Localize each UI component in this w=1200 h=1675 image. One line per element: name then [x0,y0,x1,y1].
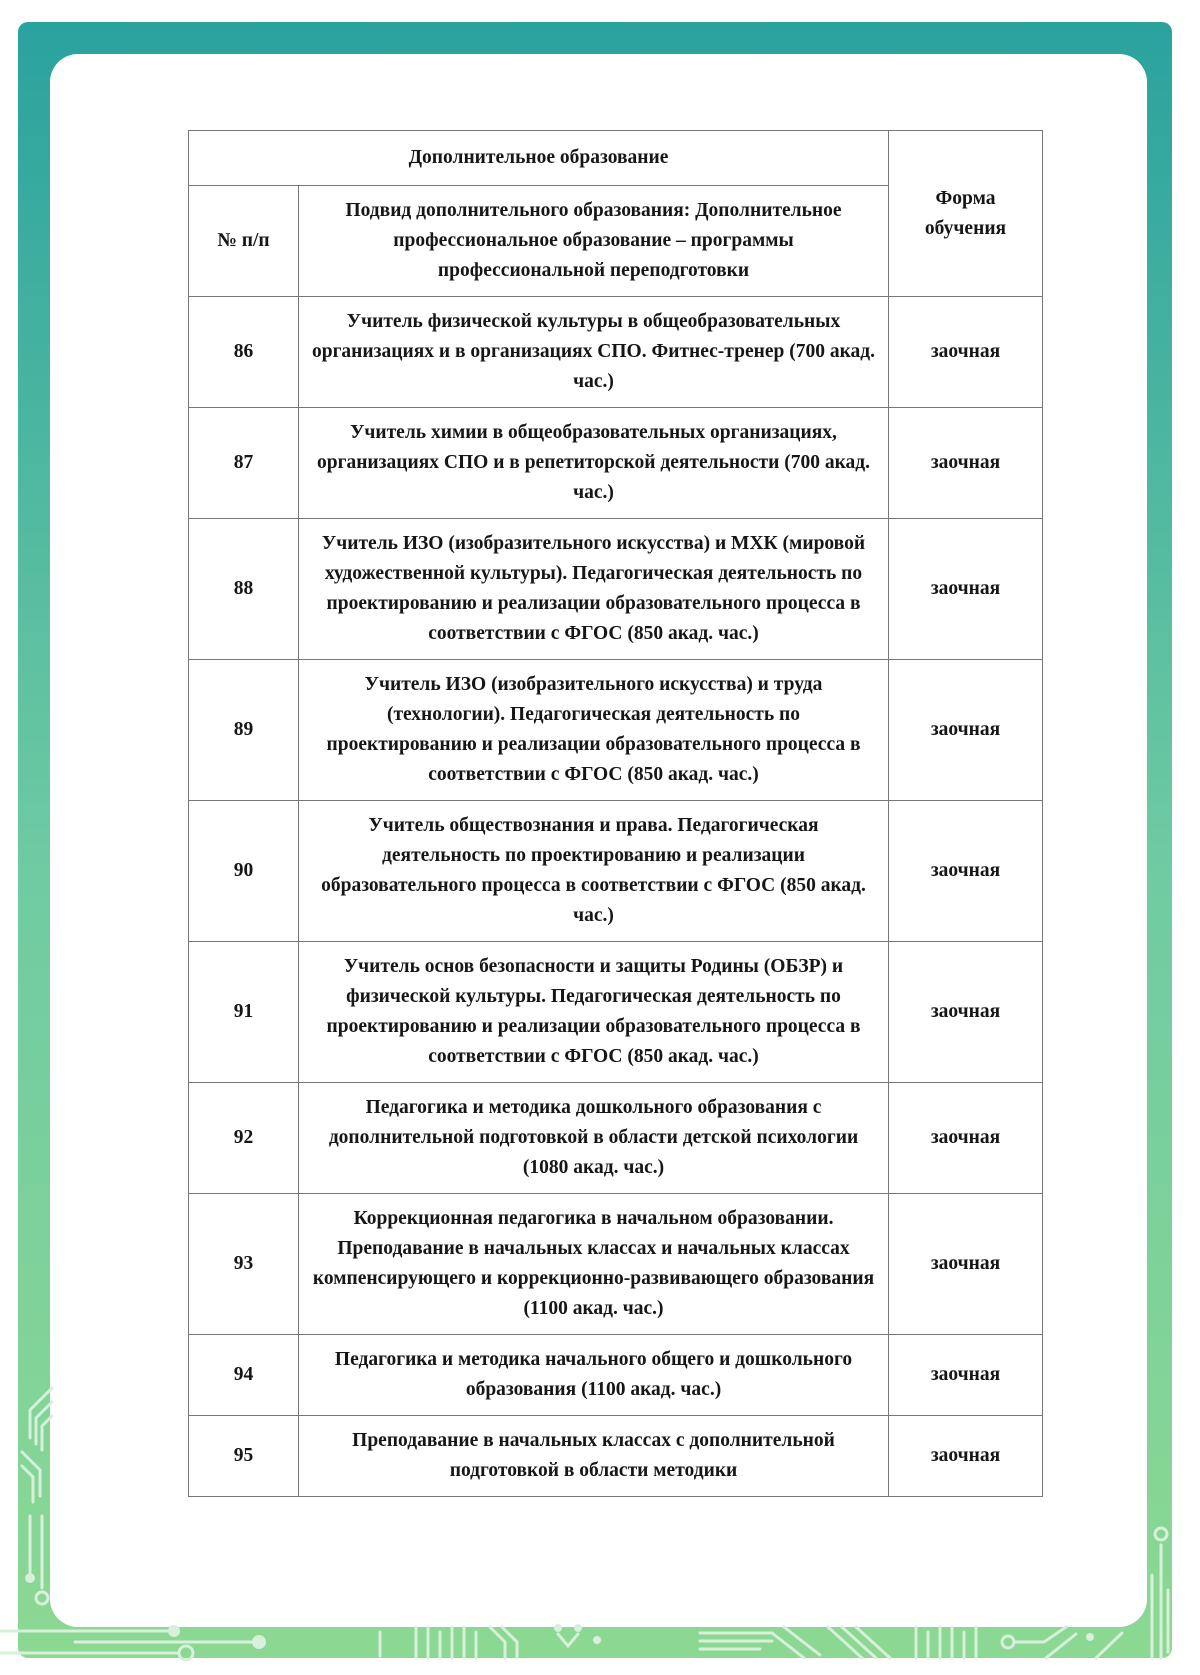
row-number-cell: 94 [189,1335,299,1416]
column-header-program: Подвид дополнительного образования: Дополнительное профессиональное образование – программы профессиональной переподготовки [299,186,889,297]
row-number-cell: 89 [189,660,299,801]
table-row [189,801,1043,942]
row-number-cell: 87 [189,408,299,519]
column-header-number: № п/п [189,186,299,297]
program-name-cell: Педагогика и методика дошкольного образования с дополнительной подготовкой в области детской психологии (1080 акад. час.) [299,1083,889,1194]
study-form-cell: заочная [889,408,1043,519]
row-number-cell: 95 [189,1416,299,1497]
row-number-cell: 90 [189,801,299,942]
row-number-cell: 86 [189,297,299,408]
study-form-cell: заочная [889,1335,1043,1416]
row-number-cell: 92 [189,1083,299,1194]
program-name-cell: Преподавание в начальных классах с дополнительной подготовкой в области методики [299,1416,889,1497]
study-form-cell: заочная [889,942,1043,1083]
table-group-header: Дополнительное образование [189,131,889,186]
program-name-cell: Учитель ИЗО (изобразительного искусства) и труда (технологии). Педагогическая деятельность по проектированию и реализации образовательного процесса в соответствии с ФГОС (850 акад. час.) [299,660,889,801]
table-row [189,1194,1043,1335]
table-row [189,660,1043,801]
table-row [189,519,1043,660]
study-form-cell: заочная [889,297,1043,408]
study-form-cell: заочная [889,801,1043,942]
program-name-cell: Учитель ИЗО (изобразительного искусства) и МХК (мировой художественной культуры). Педагогическая деятельность по проектированию и реализации образовательного процесса в соответствии с ФГОС (850 акад. час.) [299,519,889,660]
program-name-cell: Педагогика и методика начального общего и дошкольного образования (1100 акад. час.) [299,1335,889,1416]
study-form-cell: заочная [889,1083,1043,1194]
study-form-cell: заочная [889,1194,1043,1335]
study-form-cell: заочная [889,519,1043,660]
program-name-cell: Коррекционная педагогика в начальном образовании. Преподавание в начальных классах и начальных классах компенсирующего и коррекционно-развивающего образования (1100 акад. час.) [299,1194,889,1335]
program-name-cell: Учитель физической культуры в общеобразовательных организациях и в организациях СПО. Фитнес-тренер (700 акад. час.) [299,297,889,408]
table-row [189,1083,1043,1194]
table-row [189,408,1043,519]
row-number-cell: 88 [189,519,299,660]
table-header-row-group [189,131,1043,186]
program-name-cell: Учитель химии в общеобразовательных организациях, организациях СПО и в репетиторской деятельности (700 акад. час.) [299,408,889,519]
row-number-cell: 91 [189,942,299,1083]
study-form-cell: заочная [889,1416,1043,1497]
program-name-cell: Учитель основ безопасности и защиты Родины (ОБЗР) и физической культуры. Педагогическая деятельность по проектированию и реализации образовательного процесса в соответствии с ФГОС (850 акад. час.) [299,942,889,1083]
program-name-cell: Учитель обществознания и права. Педагогическая деятельность по проектированию и реализации образовательного процесса в соответствии с ФГОС (850 акад. час.) [299,801,889,942]
table-body [189,297,1043,1497]
study-form-cell: заочная [889,660,1043,801]
row-number-cell: 93 [189,1194,299,1335]
table-row [189,297,1043,408]
table-row [189,1335,1043,1416]
table-row [189,1416,1043,1497]
education-programs-table [188,130,1043,1497]
table-row [189,942,1043,1083]
column-header-form: Форма обучения [889,131,1043,297]
